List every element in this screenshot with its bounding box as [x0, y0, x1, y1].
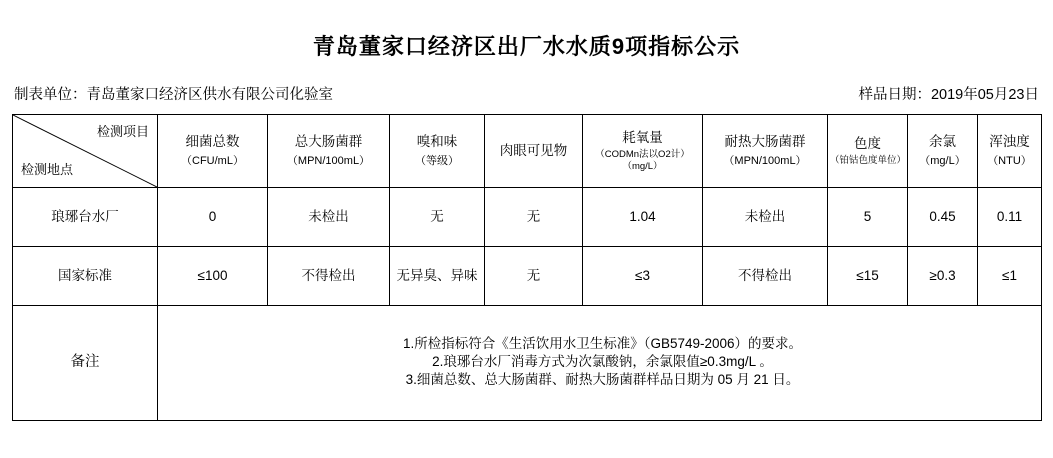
cell-bacteria-count: ≤100 — [158, 247, 268, 306]
remark-content — [158, 306, 1042, 421]
column-header-chromaticity: 色度 （铂钴色度单位） — [828, 115, 908, 188]
cell-oxygen-consumption: 1.04 — [583, 188, 703, 247]
column-header-visible-matter: 肉眼可见物 — [485, 115, 583, 188]
row-label-national-standard: 国家标准 — [13, 247, 158, 306]
cell-oxygen-consumption: ≤3 — [583, 247, 703, 306]
column-header-bacteria-count: 细菌总数 （CFU/mL） — [158, 115, 268, 188]
meta-row — [14, 83, 1039, 104]
column-header-residual-chlorine: 余氯 （mg/L） — [908, 115, 978, 188]
page-title: 青岛董家口经济区出厂水水质9项指标公示 — [312, 34, 741, 59]
water-quality-table — [12, 114, 1042, 421]
cell-total-coliform: 未检出 — [268, 188, 390, 247]
remark-label: 备注 — [13, 306, 158, 421]
remark-row — [13, 306, 1042, 421]
cell-turbidity: 0.11 — [978, 188, 1042, 247]
cell-residual-chlorine: 0.45 — [908, 188, 978, 247]
column-header-turbidity: 浑浊度 （NTU） — [978, 115, 1042, 188]
remark-line-2: 2.琅琊台水厂消毒方式为次氯酸钠，余氯限值≥0.3mg/L 。 — [432, 353, 773, 369]
remark-line-3: 3.细菌总数、总大肠菌群、耐热大肠菌群样品日期为 05 月 21 日。 — [405, 372, 800, 388]
page-root — [0, 30, 1053, 458]
cell-thermotolerant-coliform: 不得检出 — [703, 247, 828, 306]
column-header-oxygen-consumption: 耗氧量 （CODMn法以O2计）（mg/L） — [583, 115, 703, 188]
row-label-plant: 琅琊台水厂 — [13, 188, 158, 247]
cell-visible-matter: 无 — [485, 247, 583, 306]
cell-odor-taste: 无异臭、异味 — [390, 247, 485, 306]
table-row — [13, 188, 1042, 247]
cell-odor-taste: 无 — [390, 188, 485, 247]
cell-visible-matter: 无 — [485, 188, 583, 247]
header-location-label: 检测地点 — [21, 162, 74, 178]
sample-date-label: 样品日期：2019年05月23日 — [858, 87, 1039, 103]
cell-thermotolerant-coliform: 未检出 — [703, 188, 828, 247]
table-header-row — [13, 115, 1042, 188]
table-row — [13, 247, 1042, 306]
cell-chromaticity: ≤15 — [828, 247, 908, 306]
cell-bacteria-count: 0 — [158, 188, 268, 247]
remark-line-1: 1.所检指标符合《生活饮用水卫生标准》（GB5749-2006）的要求。 — [402, 335, 803, 351]
cell-residual-chlorine: ≥0.3 — [908, 247, 978, 306]
column-header-thermotolerant-coliform: 耐热大肠菌群 （MPN/100mL） — [703, 115, 828, 188]
header-item-label: 检测项目 — [96, 124, 149, 139]
cell-chromaticity: 5 — [828, 188, 908, 247]
column-header-odor-taste: 嗅和味 （等级） — [390, 115, 485, 188]
header-corner-cell — [13, 115, 158, 188]
cell-total-coliform: 不得检出 — [268, 247, 390, 306]
cell-turbidity: ≤1 — [978, 247, 1042, 306]
maker-label: 制表单位：青岛董家口经济区供水有限公司化验室 — [14, 87, 333, 103]
column-header-total-coliform: 总大肠菌群 （MPN/100mL） — [268, 115, 390, 188]
